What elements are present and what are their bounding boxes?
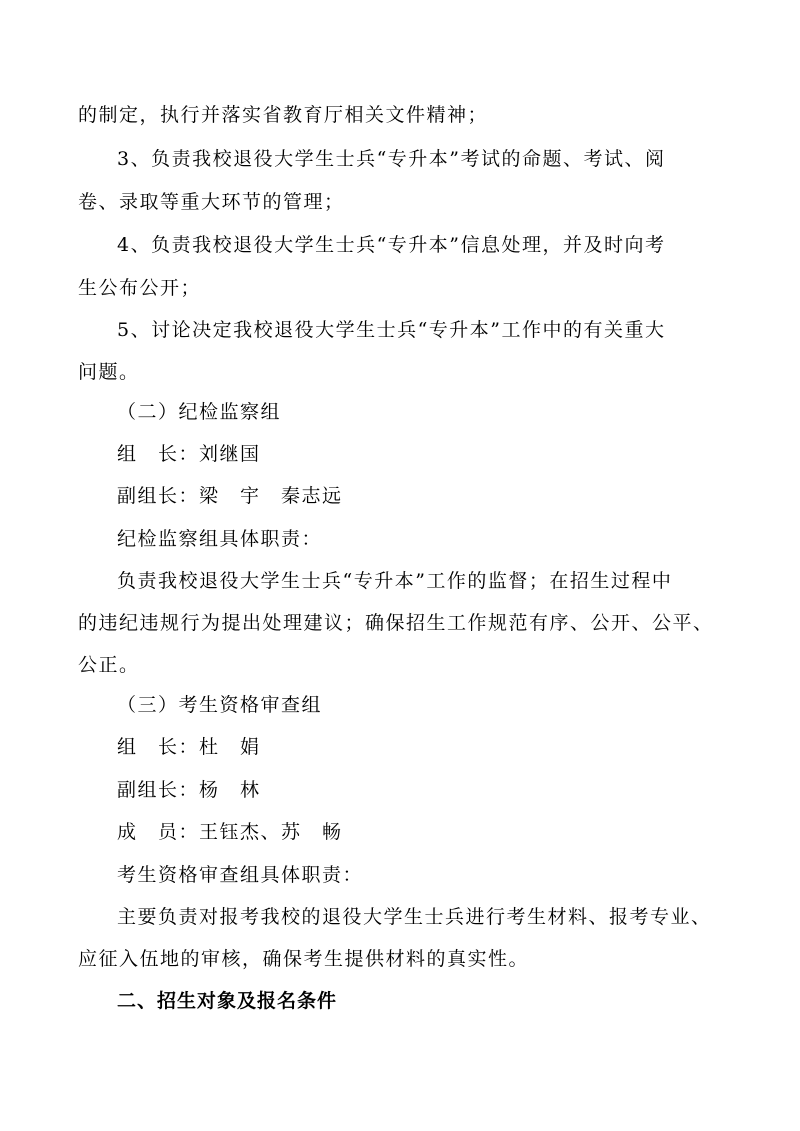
text-line: 纪检监察组具体职责： — [117, 528, 323, 550]
text-line: 组 长：杜 娟 — [117, 736, 261, 758]
text-line: 负责我校退役大学生士兵“专升本”工作的监督；在招生过程中 — [117, 570, 673, 592]
text-line: 3、负责我校退役大学生士兵“专升本”考试的命题、考试、阅 — [117, 148, 666, 170]
text-line: 副组长：梁 宇 秦志远 — [117, 485, 343, 507]
chapter-heading: 二、招生对象及报名条件 — [117, 990, 338, 1012]
text-line: 生公布公开； — [78, 277, 202, 299]
text-line: 公正。 — [78, 654, 140, 676]
section-heading: （二）纪检监察组 — [117, 401, 282, 423]
text-line: 组 长：刘继国 — [117, 443, 261, 465]
text-line: 的违纪违规行为提出处理建议；确保招生工作规范有序、公开、公平、 — [78, 612, 714, 634]
text-line: 问题。 — [78, 361, 140, 383]
text-line: 主要负责对报考我校的退役大学生士兵进行考生材料、报考专业、 — [117, 906, 712, 928]
text-line: 应征入伍地的审核，确保考生提供材料的真实性。 — [78, 948, 530, 970]
text-line: 考生资格审查组具体职责： — [117, 864, 364, 886]
text-line: 副组长：杨 林 — [117, 779, 261, 801]
text-line: 成 员：王钰杰、苏 畅 — [117, 821, 343, 843]
text-line: 卷、录取等重大环节的管理； — [78, 191, 345, 213]
text-line: 5、讨论决定我校退役大学生士兵“专升本”工作中的有关重大 — [117, 319, 666, 341]
text-line: 的制定，执行并落实省教育厅相关文件精神； — [78, 104, 489, 126]
section-heading: （三）考生资格审查组 — [117, 694, 323, 716]
text-line: 4、负责我校退役大学生士兵“专升本”信息处理，并及时向考 — [117, 234, 666, 256]
